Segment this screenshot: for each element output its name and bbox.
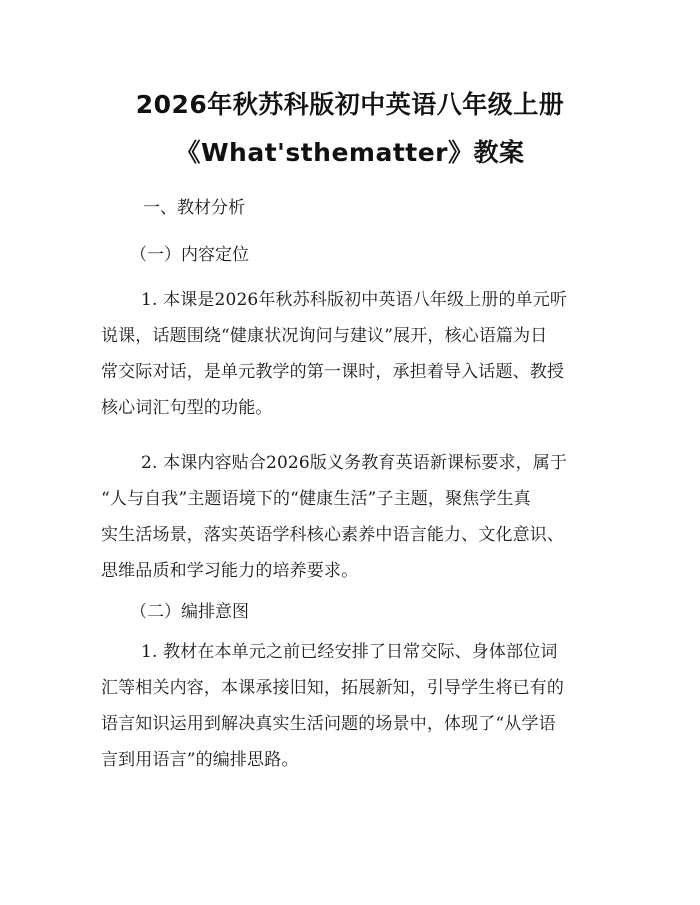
paragraph-line: 语言知识运用到解决真实生活问题的场景中，体现了“从学语 [101,714,556,734]
document-title-line1: 2026年秋苏科版初中英语八年级上册 [135,90,565,119]
paragraph-line: 核心词汇句型的功能。 [101,398,273,418]
subsection-heading-content-positioning: （一）内容定位 [130,245,249,265]
paragraph-line: 言到用语言”的编排思路。 [101,750,299,770]
paragraph-line: 实生活场景，落实英语学科核心素养中语言能力、文化意识、 [101,525,565,545]
subsection-heading-arrangement-intent: （二）编排意图 [130,602,249,622]
paragraph-content-positioning-1 [101,282,601,426]
paragraph-line: 思维品质和学习能力的培养要求。 [101,561,359,581]
paragraph-arrangement-intent-1 [101,634,601,778]
paragraph-line: 2. 本课内容贴合2026版义务教育英语新课标要求，属于 [141,453,568,473]
document-title-line2: 《What'sthematter》教案 [175,138,525,167]
paragraph-line: 说课，话题围绕“健康状况询问与建议”展开，核心语篇为日 [101,326,548,346]
paragraph-line: 常交际对话，是单元教学的第一课时，承担着导入话题、教授 [101,362,565,382]
paragraph-line: 1. 教材在本单元之前已经安排了日常交际、身体部位词 [141,642,558,662]
paragraph-line: 1. 本课是2026年秋苏科版初中英语八年级上册的单元听 [141,290,568,310]
paragraph-content-positioning-2 [101,445,601,589]
paragraph-line: 汇等相关内容，本课承接旧知，拓展新知，引导学生将已有的 [101,678,565,698]
section-heading-teaching-material-analysis: 一、教材分析 [143,198,245,218]
paragraph-line: “人与自我”主题语境下的“健康生活”子主题，聚焦学生真 [101,489,531,509]
